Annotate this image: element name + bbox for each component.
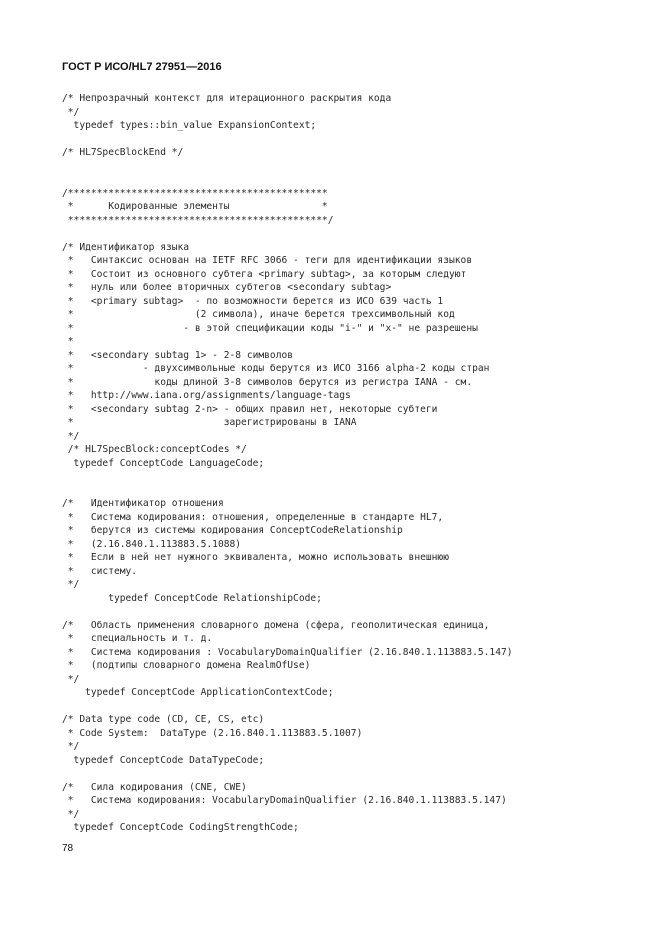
code-line: typedef ConceptCode ApplicationContextCode;: [62, 687, 334, 698]
code-line: [62, 470, 513, 484]
code-line: */: [62, 430, 80, 442]
code-line: * берутся из системы кодирования ConceptCodeRelationship: [62, 525, 403, 536]
code-line: * Синтаксис основан на IETF RFC 3066 - теги для идентификации языков: [62, 255, 473, 266]
code-line: /* HL7SpecBlock:conceptCodes */: [62, 444, 247, 455]
code-line: * (2 символа), иначе берется трехсимвольный код: [62, 309, 455, 320]
code-line: * Code System: DataType (2.16.840.1.113883.5.1007): [62, 727, 363, 739]
code-line: [62, 484, 513, 498]
code-line: */: [62, 579, 80, 590]
code-line: * Кодированные элементы *: [62, 201, 328, 212]
code-line: */: [62, 741, 80, 752]
code-line: */: [62, 673, 80, 685]
code-line: * Система кодирования: отношения, определенные в стандарте HL7,: [62, 511, 444, 523]
code-line: * систему.: [62, 565, 138, 577]
code-line: * Состоит из основного субтега <primary subtag>, за которым следуют: [62, 268, 467, 280]
code-listing: [62, 92, 513, 835]
code-line: [62, 133, 513, 147]
code-line: * (2.16.840.1.113883.5.1088): [62, 538, 242, 550]
code-line: typedef ConceptCode LanguageCode;: [62, 457, 265, 469]
code-line: [62, 767, 513, 781]
code-line: /* Непрозрачный контекст для итерационного раскрытия кода: [62, 93, 392, 104]
code-line: [62, 227, 513, 241]
code-line: * зарегистрированы в IANA: [62, 417, 357, 428]
code-line: /*********************************************: [62, 187, 328, 199]
code-line: typedef ConceptCode RelationshipCode;: [62, 592, 322, 604]
code-line: /* Идентификатор языка: [62, 241, 190, 253]
code-line: typedef ConceptCode CodingStrengthCode;: [62, 822, 299, 833]
code-line: */: [62, 106, 80, 118]
code-line: * специальность и т. д.: [62, 633, 213, 644]
code-line: * коды длиной 3-8 символов берутся из регистра IANA - см.: [62, 376, 473, 388]
code-line: * <secondary subtag 2-n> - общих правил нет, некоторые субтеги: [62, 403, 438, 415]
code-line: /* HL7SpecBlockEnd */: [62, 147, 184, 158]
code-line: *: [62, 336, 74, 347]
code-line: * нуль или более вторичных субтегов <secondary subtag>: [62, 282, 392, 293]
code-line: * Система кодирования : VocabularyDomainQualifier (2.16.840.1.113883.5.147): [62, 646, 513, 658]
code-line: * Если в ней нет нужного эквивалента, можно использовать внешнюю: [62, 552, 449, 563]
code-line: typedef ConceptCode DataTypeCode;: [62, 754, 265, 766]
code-line: *********************************************/: [62, 214, 334, 226]
code-line: [62, 160, 513, 174]
code-line: * <secondary subtag 1> - 2-8 символов: [62, 349, 294, 361]
code-line: /* Идентификатор отношения: [62, 498, 224, 509]
code-line: * Система кодирования: VocabularyDomainQualifier (2.16.840.1.113883.5.147): [62, 795, 507, 806]
code-line: */: [62, 808, 80, 820]
code-line: [62, 605, 513, 619]
code-line: typedef types::bin_value ExpansionContext;: [62, 120, 317, 131]
code-line: * (подтипы словарного домена RealmOfUse): [62, 660, 311, 671]
code-line: [62, 700, 513, 714]
code-line: * http://www.iana.org/assignments/language-tags: [62, 390, 351, 401]
code-line: /* Сила кодирования (CNE, CWE): [62, 781, 247, 793]
page-number: 78: [62, 843, 74, 854]
code-line: * - двухсимвольные коды берутся из ИСО 3166 alpha-2 коды стран: [62, 363, 490, 374]
code-line: * <primary subtag> - по возможности берется из ИСО 639 часть 1: [62, 295, 444, 307]
code-line: [62, 173, 513, 187]
document-header: ГОСТ Р ИСО/HL7 27951—2016: [62, 61, 222, 73]
code-line: * - в этой спецификации коды "i-" и "x-" не разрешены: [62, 322, 478, 334]
code-line: /* Data type code (CD, CE, CS, etc): [62, 714, 265, 725]
code-line: /* Область применения словарного домена (сфера, геополитическая единица,: [62, 619, 490, 631]
